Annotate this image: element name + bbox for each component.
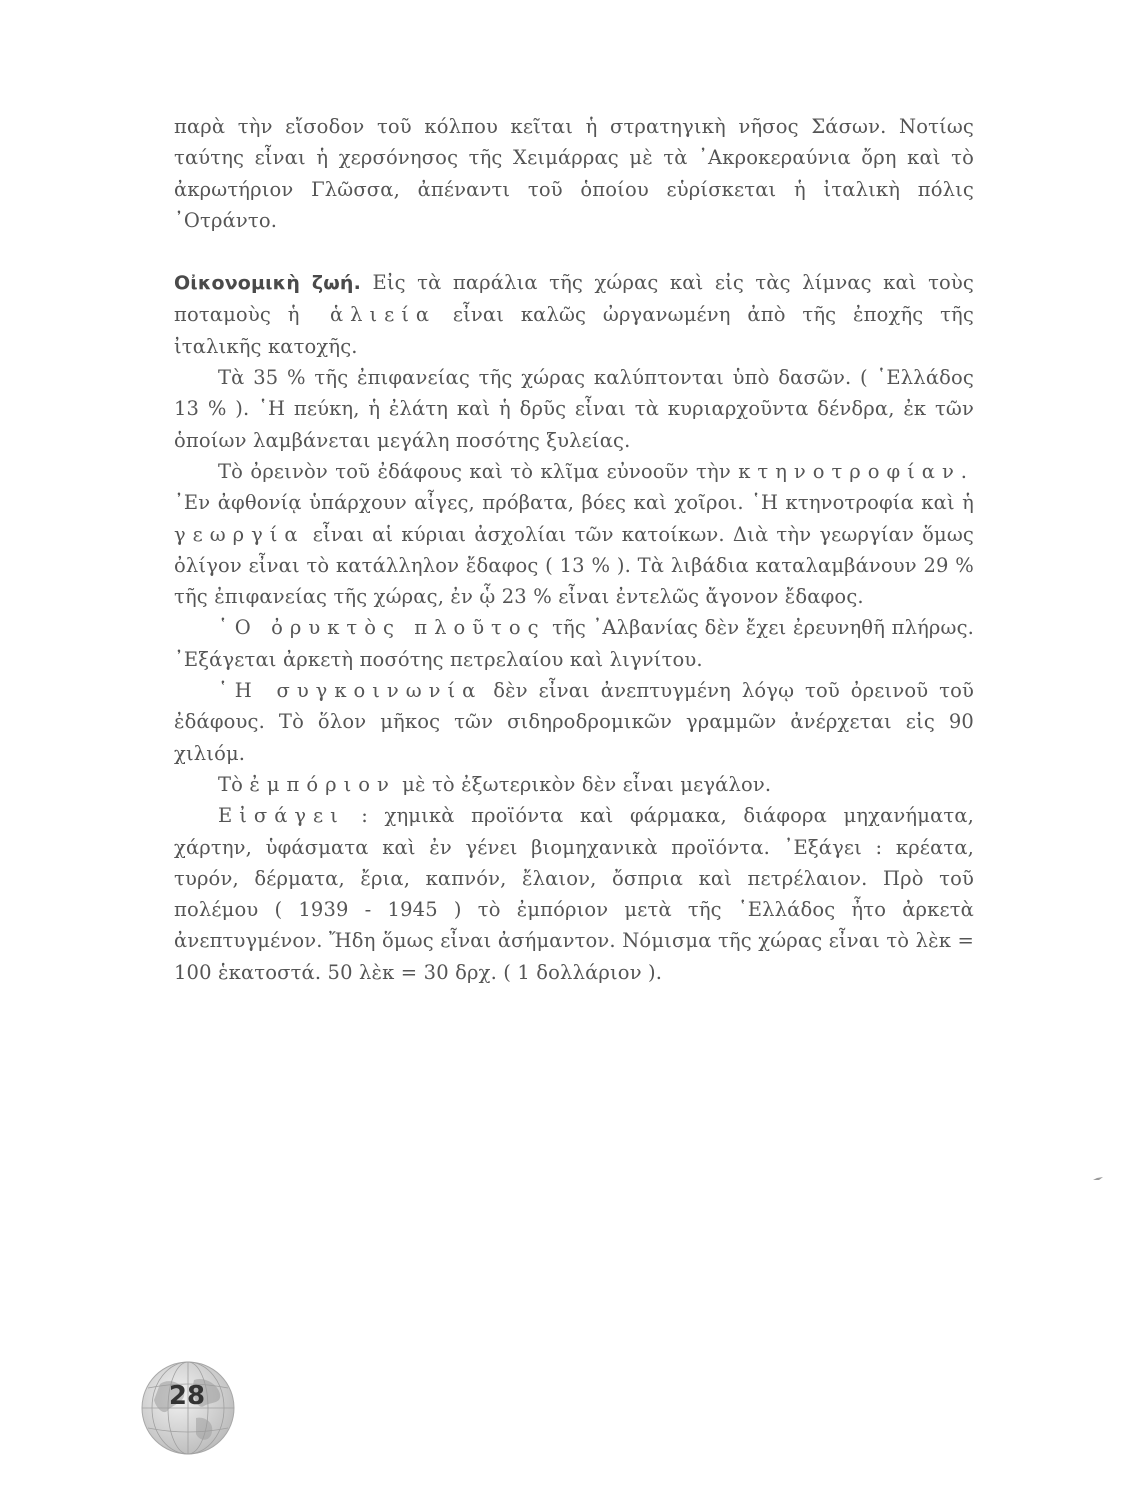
spaced-term: Εἰσάγει [218, 804, 345, 828]
text-run: μὲ τὸ ἐξωτερικὸν δὲν εἶναι μεγάλον. [402, 772, 772, 796]
text-run: εἶναι αἱ κύριαι ἀσχολίαι τῶν κατοίκων. Διὰ τὴν γεωργίαν ὅμως ὀλίγον εἶναι τὸ κατάλληλον ἔδαφος ( 13 % ). Τὰ λιβάδια καταλαμβάνουν 29 % τῆς ἐπιφανείας τῆς χώρας, ἐν ᾧ 23 % εἶναι ἐντελῶς ἄγονον ἔδαφος. [174, 522, 974, 609]
text-run: τῆς ᾿Αλβανίας δὲν ἔχει ἐρευνηθῆ πλήρως. ᾿Εξάγεται ἀρκετὴ ποσότης πετρελαίου καὶ λιγνίτου. [174, 616, 975, 671]
text-run: δὲν εἶναι ἀνεπτυγμένη λόγῳ τοῦ ὀρεινοῦ τοῦ ἐδάφους. Τὸ ὅλον μῆκος τῶν σιδηροδρομικῶν γραμμῶν ἀνέρχεται εἰς 90 χιλιόμ. [174, 679, 974, 765]
text-run: ᾿Εν ἀφθονίᾳ ὑπάρχουν αἶγες, πρόβατα, βόες καὶ χοῖροι. ῾Η κτηνοτροφία καὶ ἡ [174, 491, 974, 515]
paragraph-minerals [174, 612, 974, 675]
text-run: Εἰς τὰ παράλια τῆς χώρας καὶ εἰς τὰς λίμνας καὶ τοὺς ποταμοὺς [174, 271, 974, 327]
paragraph-intro: παρὰ τὴν εἴσοδον τοῦ κόλπου κεῖται ἡ στρατηγικὴ νῆσος Σάσων. Νοτίως ταύτης εἶναι ἡ χερσόνησος τῆς Χειμάρρας μὲ τὰ ᾿Ακροκεραύνια ὄρη καὶ τὸ ἀκρωτήριον Γλῶσσα, ἀπέναντι τοῦ ὁποίου εὑρίσκεται ἡ ἰταλικὴ πόλις ᾿Οτράντο. [174, 115, 974, 232]
paragraph-livestock [174, 456, 974, 612]
paragraph-imports-exports [174, 800, 974, 988]
section-heading: Οἰκονομικὴ ζωή. [174, 272, 361, 295]
scan-speck [1093, 1177, 1103, 1181]
spaced-term: ἐμπόριον [249, 772, 396, 796]
body-text [174, 111, 974, 988]
spaced-term: ἡ ἁλιεία [287, 303, 437, 327]
text-run: : χημικὰ προϊόντα καὶ φάρμακα, διάφορα μηχανήματα, χάρτην, ὑφάσματα καὶ ἐν γένει βιομηχανικὰ προϊόντα. ᾿Εξάγει : κρέατα, τυρόν, δέρματα, ἔρια, καπνόν, ἔλαιον, ὄσπρια καὶ πετρέλαιον. Πρὸ τοῦ πολέμου ( 1939 - 1945 ) τὸ ἐμπόριον μετὰ τῆς ῾Ελλάδος ἦτο ἀρκετὰ ἀνεπτυγμένον. Ἤδη ὅμως εἶναι ἀσήμαντον. Νόμισμα τῆς χώρας εἶναι τὸ λὲκ = 100 ἑκατοστά. 50 λὲκ = 30 δρχ. ( 1 δολλάριον ). [174, 804, 974, 984]
spaced-term: γεωργία [174, 522, 305, 546]
paragraph-transport [174, 675, 974, 769]
spaced-term: κτηνοτροφίαν. [738, 459, 974, 483]
text-run: Τὸ [218, 772, 244, 796]
text-run: εἶναι καλῶς ὠργανωμένη ἀπὸ τῆς ἐποχῆς τῆς ἰταλικῆς κατοχῆς. [174, 303, 974, 358]
paragraph-economy [174, 267, 974, 362]
spaced-term: ῾Ο ὀρυκτὸς πλοῦτος [218, 616, 546, 640]
paragraph-trade [174, 769, 974, 800]
paragraph-forests: Τὰ 35 % τῆς ἐπιφανείας τῆς χώρας καλύπτονται ὑπὸ δασῶν. ( ῾Ελλάδος 13 % ). ῾Η πεύκη, ἡ ἐλάτη καὶ ἡ δρῦς εἶναι τὰ κυριαρχοῦντα δένδρα, ἐκ τῶν ὁποίων λαμβάνεται μεγάλη ποσότης ξυλείας. [174, 366, 974, 452]
spaced-term: ῾Η συγκοινωνία [218, 679, 483, 703]
text-run: Τὸ ὀρεινὸν τοῦ ἐδάφους καὶ τὸ κλῖμα εὐνοοῦν τὴν [218, 459, 731, 483]
page-number: 28 [168, 1381, 206, 1411]
